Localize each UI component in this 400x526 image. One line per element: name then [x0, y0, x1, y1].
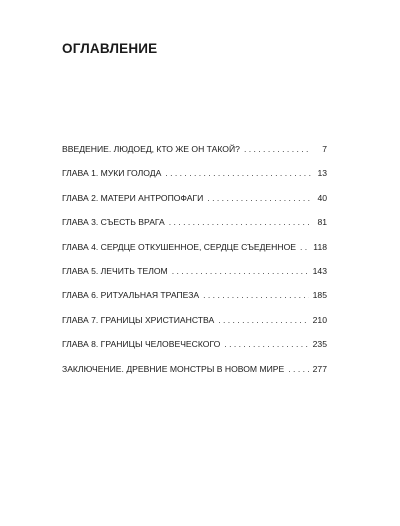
toc-entry-title: ВВЕДЕНИЕ. ЛЮДОЕД, КТО ЖЕ ОН ТАКОЙ? — [62, 144, 240, 154]
toc-dot-leader — [203, 289, 309, 301]
toc-heading: ОГЛАВЛЕНИЕ — [62, 41, 158, 56]
toc-entry-title: ГЛАВА 4. СЕРДЦЕ ОТКУШЕННОЕ, СЕРДЦЕ СЪЕДЕННОЕ — [62, 241, 296, 252]
toc-entry-title: ЗАКЛЮЧЕНИЕ. ДРЕВНИЕ МОНСТРЫ В НОВОМ МИРЕ — [62, 363, 285, 374]
toc-entry-chapter-2 — [62, 192, 327, 216]
toc-entry-page: 81 — [317, 217, 327, 228]
toc-entry-page: 210 — [312, 314, 327, 325]
toc-dot-leader — [244, 143, 311, 155]
toc-dot-leader — [207, 192, 311, 204]
toc-entry-page: 7 — [322, 144, 327, 154]
toc-dot-leader — [172, 265, 309, 277]
toc-entry-chapter-7 — [62, 314, 327, 338]
toc-entry-chapter-1 — [62, 167, 327, 191]
toc-entry-conclusion — [62, 363, 327, 387]
toc-dot-leader — [300, 241, 309, 253]
toc-entry-chapter-3 — [62, 216, 327, 240]
toc-entry-chapter-6 — [62, 289, 327, 313]
toc-entry-page: 13 — [317, 168, 327, 179]
toc-entry-chapter-8 — [62, 338, 327, 362]
toc-entry-page: 40 — [317, 192, 327, 203]
toc-entry-title: ГЛАВА 5. ЛЕЧИТЬ ТЕЛОМ — [62, 265, 168, 276]
toc-dot-leader — [224, 338, 308, 350]
toc-dot-leader — [169, 216, 311, 228]
toc-dot-leader — [165, 167, 311, 179]
toc-entry-page: 277 — [312, 363, 327, 374]
toc-entry-title: ГЛАВА 8. ГРАНИЦЫ ЧЕЛОВЕЧЕСКОГО — [62, 339, 221, 350]
toc-entry-introduction — [62, 143, 327, 167]
toc-entry-title: ГЛАВА 7. ГРАНИЦЫ ХРИСТИАНСТВА — [62, 314, 215, 325]
toc-entry-page: 185 — [312, 290, 327, 301]
toc-entry-page: 235 — [312, 339, 327, 350]
toc-entry-title: ГЛАВА 2. МАТЕРИ АНТРОПОФАГИ — [62, 192, 204, 203]
toc-entry-title: ГЛАВА 3. СЪЕСТЬ ВРАГА — [62, 217, 165, 228]
toc-entry-page: 118 — [313, 241, 327, 252]
toc-entry-title: ГЛАВА 1. МУКИ ГОЛОДА — [62, 168, 162, 179]
toc-dot-leader — [288, 363, 308, 375]
toc-list — [62, 143, 327, 387]
toc-entry-chapter-5 — [62, 265, 327, 289]
toc-entry-page: 143 — [312, 265, 327, 276]
toc-dot-leader — [218, 314, 308, 326]
toc-entry-title: ГЛАВА 6. РИТУАЛЬНАЯ ТРАПЕЗА — [62, 290, 200, 301]
toc-entry-chapter-4 — [62, 241, 327, 265]
